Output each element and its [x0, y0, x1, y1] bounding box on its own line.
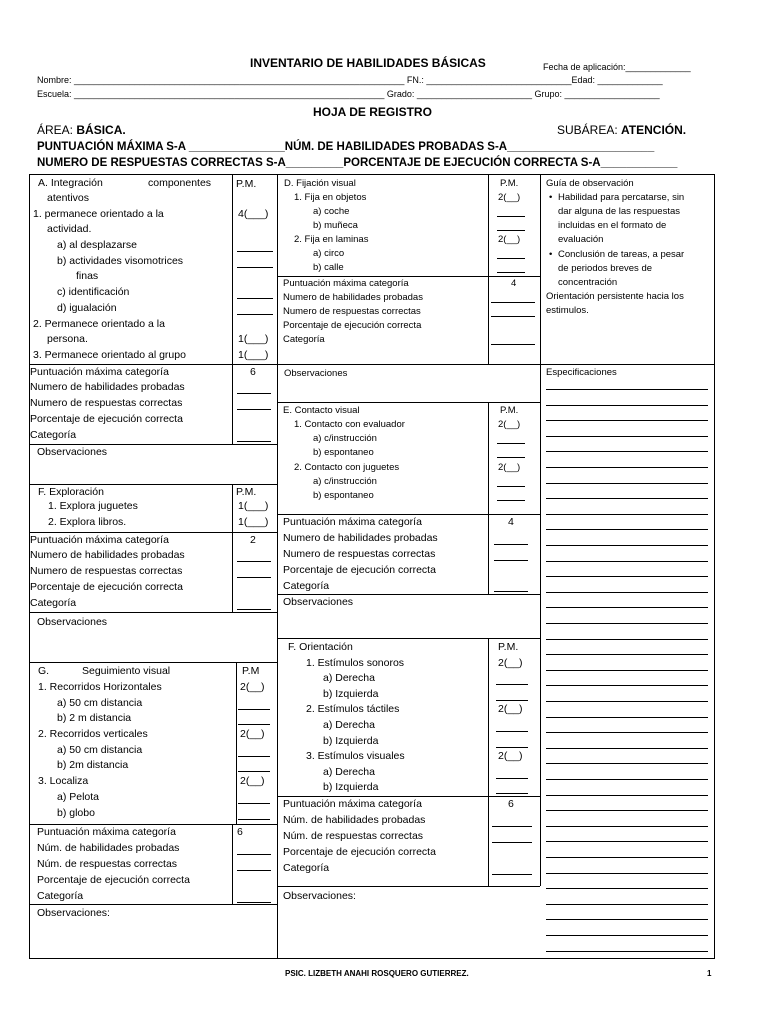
spec-line[interactable]	[546, 623, 708, 624]
item-e2-score[interactable]: 2(__)	[498, 462, 521, 473]
f2-hab-label: Núm. de habilidades probadas	[283, 814, 426, 826]
spec-line[interactable]	[546, 685, 708, 686]
item-f1-1-score[interactable]: 1(___)	[238, 500, 269, 512]
item-a1-score[interactable]: 4(___)	[238, 208, 269, 220]
g-resp-blank[interactable]	[237, 870, 271, 871]
spec-line[interactable]	[546, 826, 708, 827]
f2-max-value: 6	[508, 798, 514, 810]
item-e2: 2. Contacto con juguetes	[294, 462, 400, 473]
f2-resp-blank[interactable]	[492, 842, 532, 843]
d-max-label: Puntuación máxima categoría	[283, 278, 409, 289]
f1-max-label: Puntuación máxima categoría	[30, 534, 169, 546]
blank-f2-1b[interactable]	[496, 700, 528, 701]
f2-cat-label: Categoría	[283, 862, 330, 874]
item-f1-1: 1. Explora juguetes	[48, 500, 138, 512]
item-f2-1: 1. Estímulos sonoros	[306, 657, 405, 669]
d-resp-label: Numero de respuestas correctas	[283, 306, 421, 317]
puntuacion-line[interactable]: PUNTUACIÓN MÁXIMA S-A _______________NÚM. DE HABILIDADES PROBADAS S-A_______________________	[37, 141, 655, 153]
section-a-title-1: A. Integración	[38, 177, 103, 189]
spec-line[interactable]	[546, 420, 708, 421]
a-hab-blank[interactable]	[237, 393, 271, 394]
blank-g3b[interactable]	[238, 819, 270, 820]
form-title: INVENTARIO DE HABILIDADES BÁSICAS	[250, 56, 486, 70]
item-f1-2: 2. Explora libros.	[48, 516, 127, 528]
spec-line[interactable]	[546, 873, 708, 874]
blank-g2b[interactable]	[238, 771, 270, 772]
spec-line[interactable]	[546, 717, 708, 718]
escuela-field[interactable]: Escuela: ______________________________________________________________ Grado: _______________________ Grupo: ___________________	[37, 89, 660, 99]
item-a1-cont: actividad.	[47, 223, 92, 235]
f2-max-label: Puntuación máxima categoría	[283, 798, 422, 810]
e-max-label: Puntuación máxima categoría	[283, 516, 422, 528]
item-d1b: b) muñeca	[313, 220, 358, 231]
a-cat-blank[interactable]	[237, 441, 271, 442]
blank-d2b[interactable]	[497, 272, 525, 273]
guide-b2-1: Conclusión de tareas, a pesar	[558, 249, 685, 260]
item-f2-2: 2. Estímulos táctiles	[306, 703, 400, 715]
section-g-title-1: G.	[38, 665, 50, 677]
d-porc-label: Porcentaje de ejecución correcta	[283, 320, 422, 331]
area-line: ÁREA: BÁSICA.	[37, 123, 126, 137]
blank-g1a[interactable]	[238, 709, 270, 710]
f1-resp-blank[interactable]	[237, 577, 271, 578]
item-f2-1b: b) Izquierda	[323, 688, 379, 700]
guide-b1-3: incluidas en el formato de	[558, 220, 667, 231]
f1-obs-label: Observaciones	[37, 616, 108, 628]
item-d2a: a) circo	[313, 248, 345, 259]
item-d1a: a) coche	[313, 206, 350, 217]
g-hab-blank[interactable]	[237, 854, 271, 855]
item-g3: 3. Localiza	[38, 775, 89, 787]
blank-a1a[interactable]	[237, 251, 273, 252]
item-f2-1a: a) Derecha	[323, 672, 375, 684]
bullet-icon: •	[549, 249, 553, 260]
item-e1: 1. Contacto con evaluador	[294, 419, 405, 430]
item-a2-score[interactable]: 1(___)	[238, 333, 269, 345]
blank-a1d[interactable]	[237, 314, 273, 315]
a-cat-label: Categoría	[30, 429, 77, 441]
g-max-value: 6	[237, 826, 243, 838]
item-a1b: b) actividades visomotrices	[57, 255, 184, 267]
blank-g3a[interactable]	[238, 803, 270, 804]
blank-f2-2a[interactable]	[496, 731, 528, 732]
spec-line[interactable]	[546, 701, 708, 702]
item-e1-score[interactable]: 2(__)	[498, 419, 521, 430]
item-d1: 1. Fija en objetos	[294, 192, 367, 203]
item-e2a: a) c/instrucción	[313, 476, 377, 487]
guide-p1: Orientación persistente hacia los	[546, 291, 684, 302]
guide-p2: estimulos.	[546, 305, 589, 316]
guide-title: Guía de observación	[546, 178, 634, 189]
spec-line[interactable]	[546, 841, 708, 842]
e-pm-header: P.M.	[500, 405, 519, 416]
spec-line[interactable]	[546, 467, 708, 468]
fecha-field[interactable]: Fecha de aplicación:_____________	[543, 62, 691, 72]
spec-line[interactable]	[546, 732, 708, 733]
e-obs-label: Observaciones	[283, 596, 354, 608]
guide-b1-1: Habilidad para percatarse, sin	[558, 192, 685, 203]
e-max-value: 4	[508, 516, 514, 528]
guide-b1-4: evaluación	[558, 234, 604, 245]
d-cat-blank[interactable]	[491, 344, 535, 345]
e-porc-label: Porcentaje de ejecución correcta	[283, 564, 436, 576]
spec-line[interactable]	[546, 498, 708, 499]
g-porc-label: Porcentaje de ejecución correcta	[37, 874, 190, 886]
blank-d1a[interactable]	[497, 216, 525, 217]
item-g2: 2. Recorridos verticales	[38, 728, 148, 740]
section-d-title: D. Fijación visual	[284, 178, 356, 189]
item-f2-3: 3. Estímulos visuales	[306, 750, 405, 762]
item-g2b: b) 2m distancia	[57, 759, 129, 771]
a-resp-blank[interactable]	[237, 409, 271, 410]
item-f2-3b: b) Izquierda	[323, 781, 379, 793]
item-e2b: b) espontaneo	[313, 490, 374, 501]
blank-d2a[interactable]	[497, 258, 525, 259]
item-g2-score[interactable]: 2(__)	[240, 728, 265, 740]
a-obs-label: Observaciones	[37, 446, 108, 458]
item-a1c: c) identificación	[57, 286, 130, 298]
bullet-icon: •	[549, 192, 553, 203]
a-max-label: Puntuación máxima categoría	[30, 366, 169, 378]
spec-line[interactable]	[546, 951, 708, 952]
f1-cat-blank[interactable]	[237, 609, 271, 610]
spec-line[interactable]	[546, 389, 708, 390]
section-a-title-3: atentivos	[47, 192, 90, 204]
section-f1-title: F. Exploración	[38, 486, 104, 498]
item-d2: 2. Fija en laminas	[294, 234, 369, 245]
blank-f2-3b[interactable]	[496, 793, 528, 794]
spec-label: Especificaciones	[546, 367, 617, 378]
f1-porc-label: Porcentaje de ejecución correcta	[30, 581, 183, 593]
item-g1: 1. Recorridos Horizontales	[38, 681, 162, 693]
spec-line[interactable]	[546, 795, 708, 796]
item-a2: 2. Permanece orientado a la	[33, 318, 165, 330]
item-g1-score[interactable]: 2(__)	[240, 681, 265, 693]
f2-hab-blank[interactable]	[492, 826, 532, 827]
footer-author: PSIC. LIZBETH ANAHI ROSQUERO GUTIERREZ.	[285, 969, 469, 978]
a-max-value: 6	[250, 366, 256, 378]
e-resp-blank[interactable]	[494, 560, 528, 561]
f1-cat-label: Categoría	[30, 597, 77, 609]
spec-line[interactable]	[546, 779, 708, 780]
subarea-line: SUBÁREA: ATENCIÓN.	[557, 123, 687, 137]
spec-line[interactable]	[546, 405, 708, 406]
spec-line[interactable]	[546, 592, 708, 593]
item-g3-score[interactable]: 2(__)	[240, 775, 265, 787]
f2-porc-label: Porcentaje de ejecución correcta	[283, 846, 436, 858]
e-resp-label: Numero de respuestas correctas	[283, 548, 436, 560]
blank-e1b[interactable]	[497, 457, 525, 458]
f2-cat-blank[interactable]	[492, 874, 532, 875]
section-g-title-2: Seguimiento visual	[82, 665, 171, 677]
d-obs-label: Observaciones	[284, 368, 348, 379]
item-d2b: b) calle	[313, 262, 344, 273]
guide-b1-2: dar alguna de las respuestas	[558, 206, 680, 217]
spec-line[interactable]	[546, 857, 708, 858]
item-f2-3-score[interactable]: 2(__)	[498, 750, 523, 762]
spec-line[interactable]	[546, 919, 708, 920]
spec-line[interactable]	[546, 576, 708, 577]
page-number: 1	[707, 969, 712, 978]
item-f2-3a: a) Derecha	[323, 766, 375, 778]
item-g2a: a) 50 cm distancia	[57, 744, 143, 756]
a-porc-label: Porcentaje de ejecución correcta	[30, 413, 183, 425]
f2-resp-label: Núm. de respuestas correctas	[283, 830, 424, 842]
spec-line[interactable]	[546, 935, 708, 936]
blank-f2-3a[interactable]	[496, 778, 528, 779]
item-d2-score[interactable]: 2(__)	[498, 234, 521, 245]
spec-line[interactable]	[546, 436, 708, 437]
nombre-field[interactable]: Nombre: __________________________________________________________________ FN.: _____________________________Edad: _____________	[37, 75, 663, 85]
item-a1a: a) al desplazarse	[57, 239, 137, 251]
f1-hab-blank[interactable]	[237, 561, 271, 562]
spec-line[interactable]	[546, 545, 708, 546]
item-g1b: b) 2 m distancia	[57, 712, 132, 724]
blank-a1c[interactable]	[237, 298, 273, 299]
item-f1-2-score[interactable]: 1(___)	[238, 516, 269, 528]
g-resp-label: Núm. de respuestas correctas	[37, 858, 178, 870]
spec-line[interactable]	[546, 529, 708, 530]
blank-f2-2b[interactable]	[496, 747, 528, 748]
item-a1: 1. permanece orientado a la	[33, 208, 164, 220]
spec-line[interactable]	[546, 607, 708, 608]
f2-obs-label: Observaciones:	[283, 890, 356, 902]
item-f2-2b: b) Izquierda	[323, 735, 379, 747]
e-hab-label: Numero de habilidades probadas	[283, 532, 438, 544]
spec-line[interactable]	[546, 561, 708, 562]
a-resp-label: Numero de respuestas correctas	[30, 397, 183, 409]
spec-line[interactable]	[546, 654, 708, 655]
spec-line[interactable]	[546, 514, 708, 515]
g-max-label: Puntuación máxima categoría	[37, 826, 176, 838]
f1-resp-label: Numero de respuestas correctas	[30, 565, 183, 577]
spec-line[interactable]	[546, 451, 708, 452]
e-hab-blank[interactable]	[494, 544, 528, 545]
item-f2-2-score[interactable]: 2(__)	[498, 703, 523, 715]
pm-header: P.M.	[236, 178, 257, 190]
d-hab-label: Numero de habilidades probadas	[283, 292, 423, 303]
blank-f2-1a[interactable]	[496, 684, 528, 685]
g-cat-blank[interactable]	[237, 902, 271, 903]
blank-e1a[interactable]	[497, 443, 525, 444]
item-a3: 3. Permanece orientado al grupo	[33, 349, 186, 361]
section-e-title: E. Contacto visual	[283, 405, 360, 416]
item-a1b-cont: finas	[76, 270, 99, 282]
guide-b2-2: de periodos breves de	[558, 263, 653, 274]
item-g1a: a) 50 cm distancia	[57, 697, 143, 709]
d-cat-label: Categoría	[283, 334, 325, 345]
spec-line[interactable]	[546, 670, 708, 671]
spec-line[interactable]	[546, 904, 708, 905]
item-d1-score[interactable]: 2(__)	[498, 192, 521, 203]
e-cat-blank[interactable]	[494, 591, 528, 592]
e-cat-label: Categoría	[283, 580, 330, 592]
g-hab-label: Núm. de habilidades probadas	[37, 842, 180, 854]
spec-line[interactable]	[546, 748, 708, 749]
spec-line[interactable]	[546, 763, 708, 764]
blank-e2a[interactable]	[497, 486, 525, 487]
d-pm-header: P.M.	[500, 178, 519, 189]
item-a3-score[interactable]: 1(___)	[238, 349, 269, 361]
blank-g1b[interactable]	[238, 724, 270, 725]
a-hab-label: Numero de habilidades probadas	[30, 381, 185, 393]
guide-b2-3: concentración	[558, 277, 618, 288]
item-g3b: b) globo	[57, 807, 95, 819]
g-pm-header: P.M	[242, 665, 260, 677]
item-a2-cont: persona.	[47, 333, 88, 345]
blank-g2a[interactable]	[238, 756, 270, 757]
section-a-title-2: componentes	[148, 177, 212, 189]
spec-line[interactable]	[546, 810, 708, 811]
f1-max-value: 2	[250, 534, 256, 546]
blank-a1b[interactable]	[237, 267, 273, 268]
d-hab-blank[interactable]	[491, 302, 535, 303]
item-f2-1-score[interactable]: 2(__)	[498, 657, 523, 669]
respuestas-line[interactable]: NUMERO DE RESPUESTAS CORRECTAS S-A_________PORCENTAJE DE EJECUCIÓN CORRECTA S-A____________	[37, 157, 678, 169]
section-f2-title: F. Orientación	[288, 641, 353, 653]
item-a1d: d) igualación	[57, 302, 117, 314]
item-e1a: a) c/instrucción	[313, 433, 377, 444]
item-f2-2a: a) Derecha	[323, 719, 375, 731]
d-max-value: 4	[511, 278, 517, 289]
spec-line[interactable]	[546, 483, 708, 484]
d-resp-blank[interactable]	[491, 316, 535, 317]
blank-e2b[interactable]	[497, 500, 525, 501]
item-g3a: a) Pelota	[57, 791, 100, 803]
f1-pm-header: P.M.	[236, 486, 257, 498]
item-e1b: b) espontaneo	[313, 447, 374, 458]
spec-line[interactable]	[546, 888, 708, 889]
blank-d1b[interactable]	[497, 230, 525, 231]
subtitle: HOJA DE REGISTRO	[313, 105, 432, 119]
g-obs-label: Observaciones:	[37, 907, 110, 919]
spec-line[interactable]	[546, 639, 708, 640]
g-cat-label: Categoría	[37, 890, 84, 902]
f1-hab-label: Numero de habilidades probadas	[30, 549, 185, 561]
f2-pm-header: P.M.	[498, 641, 519, 653]
